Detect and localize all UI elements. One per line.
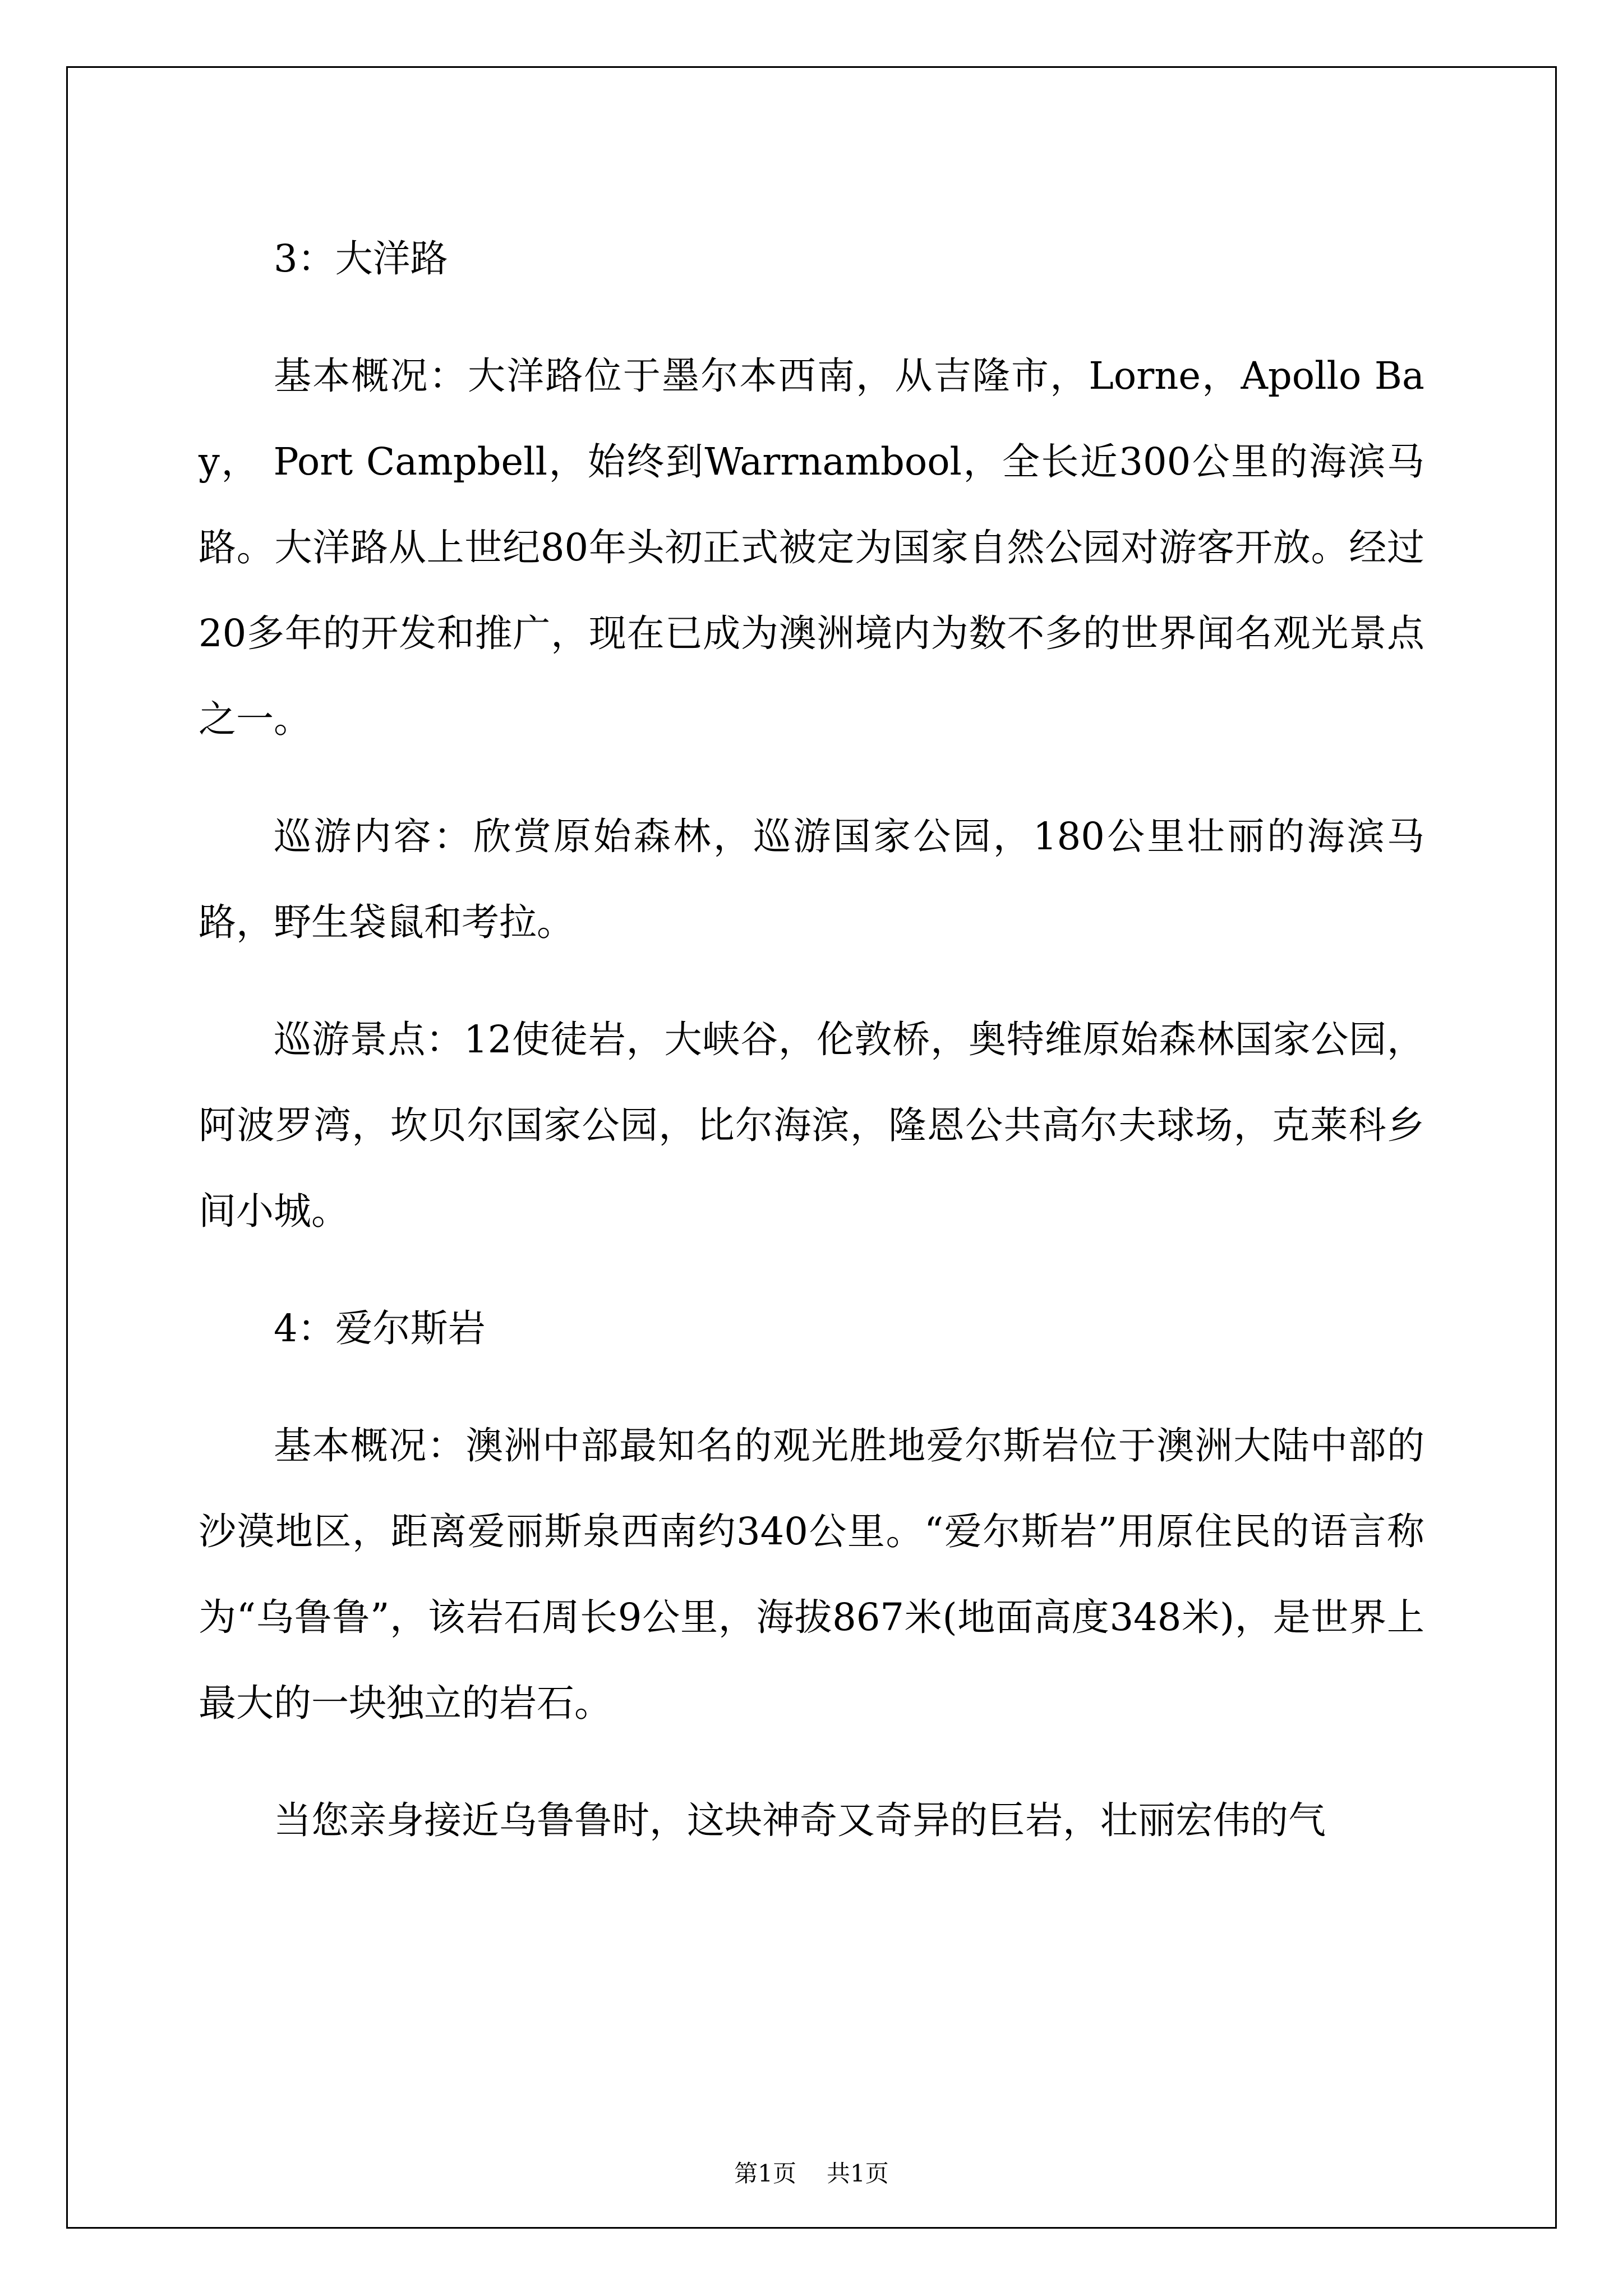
paragraph-overview-ayers-rock: 基本概况：澳洲中部最知名的观光胜地爱尔斯岩位于澳洲大陆中部的沙漠地区，距离爱丽斯泉西南约340公里。“爱尔斯岩”用原住民的语言称为“乌鲁鲁”，该岩石周长9公里，海拔867米(地面高度348米)，是世界上最大的一块独立的岩石。	[199, 1424, 1424, 1725]
page-number-total: 共1页	[827, 2160, 889, 2187]
section-heading-great-ocean-road: 3：大洋路	[274, 237, 448, 280]
paragraph-approach-uluru: 当您亲身接近乌鲁鲁时，这块神奇又奇异的巨岩，壮丽宏伟的气	[274, 1798, 1326, 1842]
paragraph-overview-great-ocean-road: 基本概况：大洋路位于墨尔本西南，从吉隆市，Lorne，Apollo Bay， Port Campbell，始终到Warrnambool，全长近300公里的海滨马路。大洋路从上世纪80年头初正式被定为国家自然公园对游客开放。经过20多年的开发和推广，现在已成为澳洲境内为数不多的世界闻名观光景点之一。	[199, 354, 1424, 741]
page-footer	[0, 2157, 1623, 2191]
page-number-current: 第1页	[734, 2160, 796, 2187]
paragraph-tour-content: 巡游内容：欣赏原始森林，巡游国家公园，180公里壮丽的海滨马路，野生袋鼠和考拉。	[199, 815, 1424, 944]
section-heading-ayers-rock: 4：爱尔斯岩	[274, 1306, 486, 1350]
document-body	[199, 216, 1424, 1895]
paragraph-tour-spots: 巡游景点：12使徒岩，大峡谷，伦敦桥，奥特维原始森林国家公园，阿波罗湾，坎贝尔国家公园，比尔海滨，隆恩公共高尔夫球场，克莱科乡间小城。	[199, 1018, 1424, 1233]
